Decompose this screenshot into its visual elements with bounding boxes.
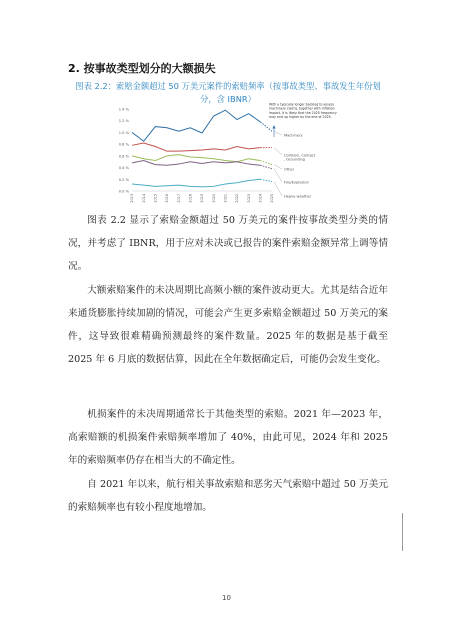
- series-projection-segment: [260, 179, 272, 181]
- page-number: 10: [222, 594, 231, 602]
- legend-leader: [274, 165, 282, 169]
- x-tick-label: 2018: [188, 194, 193, 203]
- series-line: [132, 110, 260, 141]
- y-tick-label: 0.8 %: [118, 142, 129, 147]
- legend-label: Other: [284, 167, 295, 172]
- x-tick-label: 2022: [235, 194, 240, 203]
- claim-frequency-line-chart: [112, 103, 362, 210]
- paragraph-2: 大额索赔案件的未决周期比高频小额的案件波动更大。尤其是结合近年来通货膨胀持续加剧的情况，可能会产生更多索赔金额超过 50 万美元的案件，这导致很难精确预测最终的案件数量。2025 年的数据是基于截至 2025 年 6 月底的数据估算，因此在全年数据确定后，可能仍会发生变化。: [68, 285, 388, 365]
- y-tick-label: 0.0 %: [118, 189, 129, 194]
- x-tick-label: 2024: [258, 194, 263, 203]
- margin-rule: [402, 513, 403, 551]
- x-tick-label: 2014: [141, 194, 146, 203]
- legend-label: Collision, Contact: [284, 153, 316, 158]
- figure-caption: 图表 2.2：索赔金额超过 50 万美元案件的索赔频率（按事故类型、事故发生年份划分，含 IBNR）: [75, 81, 381, 104]
- legend-label: , Grounding: [284, 157, 306, 162]
- legend-leader: [274, 169, 282, 182]
- series-line: [132, 179, 260, 187]
- annotation-text: may end up higher by the end of 2025.: [269, 114, 332, 119]
- x-tick-label: 2020: [211, 194, 216, 203]
- series-projection-segment: [260, 122, 272, 131]
- series-line: [132, 155, 260, 162]
- y-tick-label: 1.4 %: [118, 107, 129, 112]
- series-projection-segment: [260, 165, 272, 169]
- x-tick-label: 2017: [176, 194, 181, 203]
- annotation-text: machinery claims, together with inflation: [269, 106, 335, 111]
- y-tick-label: 1.0 %: [118, 130, 129, 135]
- legend-leader: [274, 131, 282, 135]
- series-projection-segment: [260, 161, 272, 165]
- x-tick-label: 2021: [223, 194, 228, 203]
- paragraph-1: 图表 2.2 显示了索赔金额超过 50 万美元的案件按事故类型分类的情况，并考虑了 IBNR，用于应对未决或已报告的案件索赔金额异常上调等情况。: [68, 215, 388, 272]
- paragraph-4: 自 2021 年以来，航行相关事故索赔和恶劣天气索赔中超过 50 万美元的索赔频率也有较小程度地增加。: [68, 479, 388, 513]
- legend-leader: [274, 182, 282, 196]
- legend-label: Fire/Explosion: [284, 180, 309, 185]
- series-line: [132, 143, 260, 151]
- y-tick-label: 1.2 %: [118, 119, 129, 124]
- x-tick-label: 2025: [270, 194, 275, 203]
- annotation-text: With a typically longer backlog to assess: [269, 103, 335, 107]
- y-tick-label: 0.4 %: [118, 166, 129, 171]
- annotation-text: impact, it is likely that the 2025 frequency: [269, 110, 337, 115]
- annotation-arrowhead-icon: [273, 125, 276, 129]
- legend-label: Machinery: [284, 133, 303, 138]
- series-line: [132, 161, 260, 166]
- legend-label: Heavy weather: [284, 194, 312, 199]
- x-tick-label: 2016: [165, 194, 170, 203]
- x-tick-label: 2023: [246, 194, 251, 203]
- x-tick-label: 2013: [130, 194, 135, 203]
- x-tick-label: 2019: [200, 194, 205, 203]
- paragraph-3: 机损案件的未决周期通常长于其他类型的索赔。2021 年—2023 年，高索赔额的机损案件索赔频率增加了 40%，由此可见，2024 年和 2025 年的索赔频率仍存在相当大的不确定性。: [68, 409, 388, 466]
- x-tick-label: 2015: [153, 194, 158, 203]
- y-tick-label: 0.2 %: [118, 177, 129, 182]
- y-tick-label: 0.6 %: [118, 154, 129, 159]
- legend-leader: [274, 148, 282, 155]
- section-heading: 2. 按事故类型划分的大额损失: [68, 62, 216, 75]
